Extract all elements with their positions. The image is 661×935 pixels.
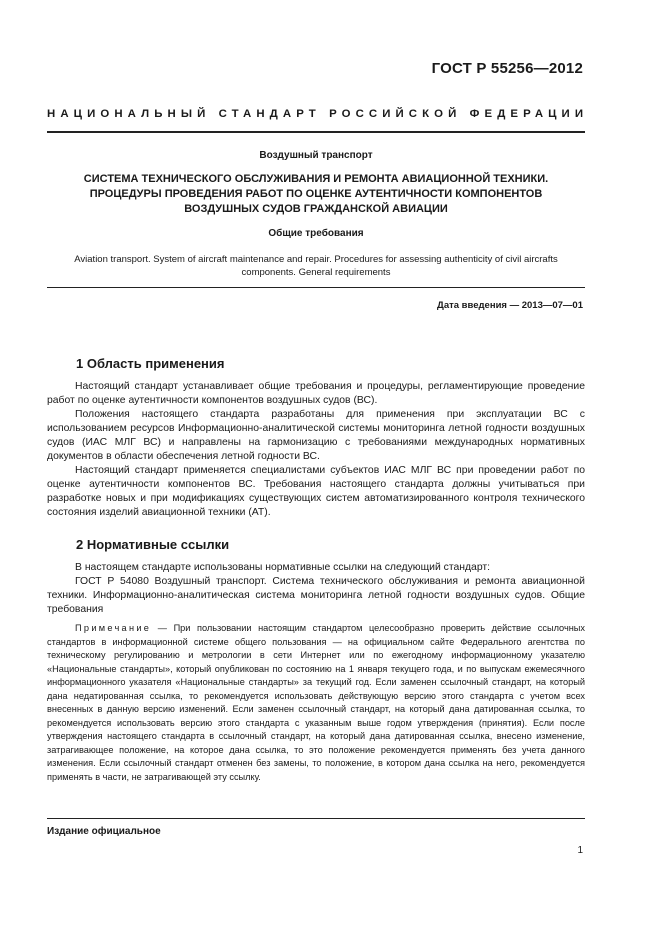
note-block (47, 622, 585, 784)
note-paragraph (47, 622, 585, 784)
title-line: ПРОЦЕДУРЫ ПРОВЕДЕНИЯ РАБОТ ПО ОЦЕНКЕ АУТЕНТИЧНОСТИ КОМПОНЕНТОВ (89, 188, 543, 200)
page-number: 1 (577, 845, 583, 856)
official-edition-label: Издание официальное (47, 826, 161, 837)
document-title (47, 172, 585, 217)
paragraph: ГОСТ Р 54080 Воздушный транспорт. Система технического обслуживания и ремонта авиационной техники. Информационно-аналитическая система мониторинга летной годности воздушных судов. Общие требования (47, 576, 585, 615)
section-2-heading: 2 Нормативные ссылки (76, 537, 230, 552)
title-line: ВОЗДУШНЫХ СУДОВ ГРАЖДАНСКОЙ АВИАЦИИ (184, 203, 448, 215)
note-text: — При пользовании настоящим стандартом целесообразно проверить действие ссылочных стандартов в информационной системе общего пользования — на официальном сайте Федерального агентства по техническому регулированию и метрологии в сети Интернет или по ежегодному информационному указателю «Национальные стандарты», который опубликован по состоянию на 1 января текущего года, и по выпускам ежемесячного информационного указателя «Национальные стандарты» за текущий год. Если заменен ссылочный стандарт, на который дана недатированная ссылка, то рекомендуется использовать действующую версию этого стандарта с учетом всех внесенных в данную версию изменений. Если заменен ссылочный стандарт, на который дана датированная ссылка, то рекомендуется использовать версию этого стандарта с указанным выше годом утверждения (принятия). Если после утверждения настоящего стандарта в ссылочный стандарт, на который дана датированная ссылка, внесено изменение, затрагивающее положение, на которое дана ссылка, то это положение рекомендуется применять без учета данного изменения. Если ссылочный стандарт отменен без замены, то положение, в котором дана ссылка на него, рекомендуется применять в части, не затрагивающей эту ссылку. (47, 623, 585, 782)
paragraph: Настоящий стандарт устанавливает общие требования и процедуры, регламентирующие проведение работ по оценке аутентичности компонентов воздушных судов (ВС). (47, 381, 585, 406)
general-requirements-title: Общие требования (268, 228, 364, 239)
english-title-line: components. General requirements (241, 267, 391, 278)
note-label: Примечание (75, 623, 152, 633)
english-title (47, 253, 585, 279)
title-line: СИСТЕМА ТЕХНИЧЕСКОГО ОБСЛУЖИВАНИЯ И РЕМОНТА АВИАЦИОННОЙ ТЕХНИКИ. (83, 173, 549, 185)
introduction-date: Дата введения — 2013—07—01 (437, 300, 583, 311)
subject-title: Воздушный транспорт (259, 150, 373, 161)
footer-divider (47, 818, 585, 819)
header-divider (47, 131, 585, 133)
title-divider (47, 287, 585, 288)
section-1-body (47, 380, 585, 520)
english-title-line: Aviation transport. System of aircraft maintenance and repair. Procedures for assessing authenticity of civil aircrafts (74, 254, 558, 265)
section-1-heading: 1 Область применения (76, 356, 225, 371)
national-standard-banner: НАЦИОНАЛЬНЫЙ СТАНДАРТ РОССИЙСКОЙ ФЕДЕРАЦИИ (47, 108, 589, 120)
paragraph: В настоящем стандарте использованы нормативные ссылки на следующий стандарт: (75, 562, 491, 573)
standard-number: ГОСТ Р 55256—2012 (431, 60, 583, 77)
paragraph: Положения настоящего стандарта разработаны для применения при эксплуатации ВС с использованием ресурсов Информационно-аналитической системы мониторинга летной годности воздушных судов (ИАС МЛГ ВС) и направлены на гармонизацию с требованиями международных нормативных документов в области обеспечения летной годности ВС. (47, 409, 585, 462)
paragraph: Настоящий стандарт применяется специалистами субъектов ИАС МЛГ ВС при проведении работ по оценке аутентичности компонентов ВС. Требования настоящего стандарта должны учитываться при разработке новых и при модификациях существующих систем автоматизированного контроля технического состояния изделий авиационной техники (АТ). (47, 465, 585, 518)
section-2-body (47, 561, 585, 617)
